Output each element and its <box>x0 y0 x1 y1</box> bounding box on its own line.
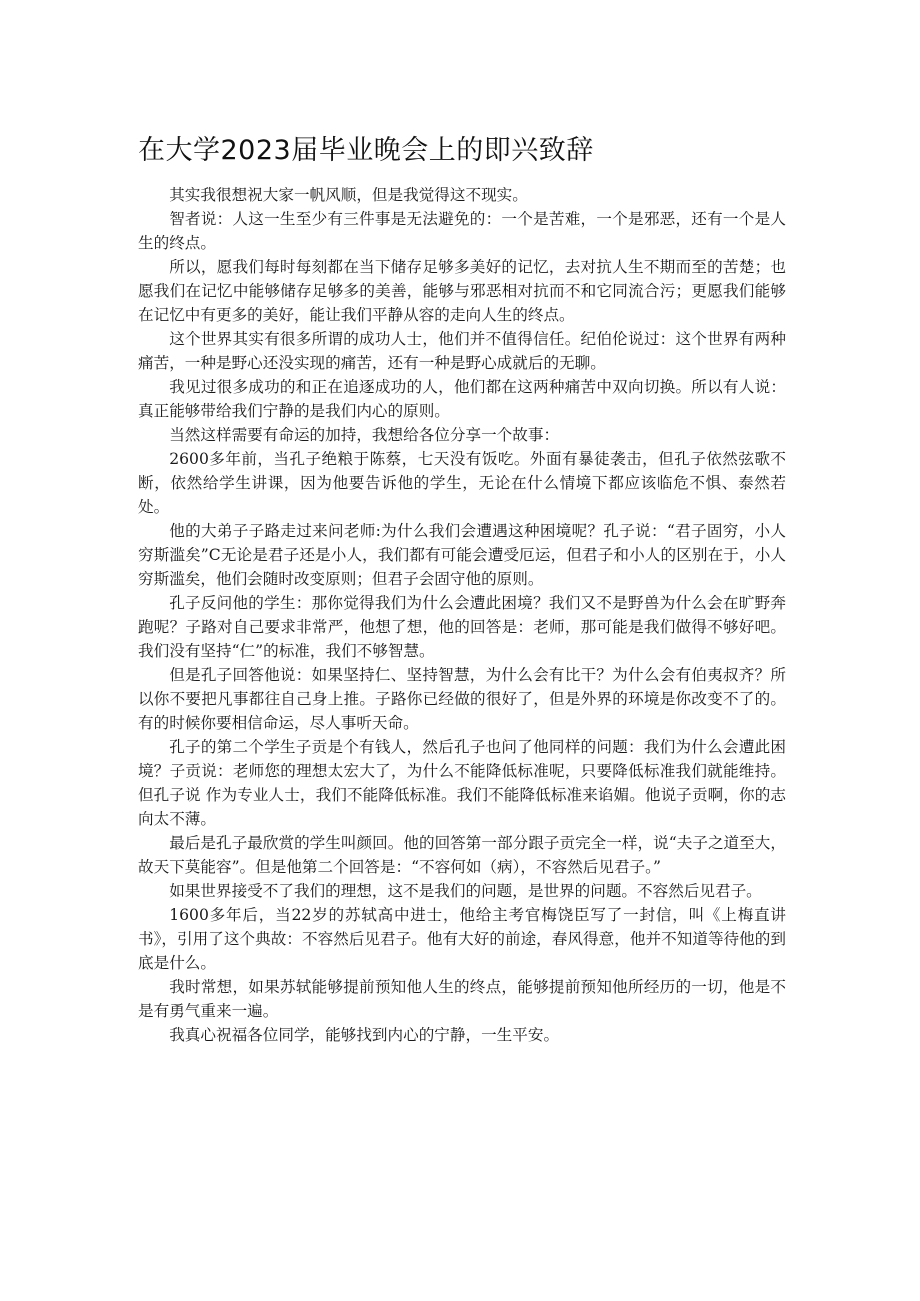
paragraph: 智者说：人这一生至少有三件事是无法避免的：一个是苦难，一个是邪恶，还有一个是人生的终点。 <box>138 210 786 252</box>
paragraph: 但是孔子回答他说：如果坚持仁、坚持智慧，为什么会有比干？为什么会有伯夷叔齐？所以你不要把凡事都往自己身上推。子路你已经做的很好了，但是外界的环境是你改变不了的。有的时候你要相信命运，尽人事听天命。 <box>138 666 786 732</box>
paragraph: 所以，愿我们每时每刻都在当下储存足够多美好的记忆，去对抗人生不期而至的苦楚；也愿我们在记忆中能够储存足够多的美善，能够与邪恶相对抗而不和它同流合污；更愿我们能够在记忆中有更多的美好，能让我们平静从容的走向人生的终点。 <box>138 258 786 324</box>
paragraph: 我时常想，如果苏轼能够提前预知他人生的终点，能够提前预知他所经历的一切，他是不是有勇气重来一遍。 <box>138 978 786 1020</box>
paragraph: 孔子反问他的学生：那你觉得我们为什么会遭此困境？我们又不是野兽为什么会在旷野奔跑呢？子路对自己要求非常严，他想了想，他的回答是：老师，那可能是我们做得不够好吧。我们没有坚持“仁”的标准，我们不够智慧。 <box>138 594 786 660</box>
paragraph: 我真心祝福各位同学，能够找到内心的宁静，一生平安。 <box>169 1026 560 1044</box>
paragraph: 最后是孔子最欣赏的学生叫颜回。他的回答第一部分跟子贡完全一样，说“夫子之道至大，故天下莫能容”。但是他第二个回答是：“不容何如（病），不容然后见君子。” <box>138 834 786 876</box>
paragraph: 当然这样需要有命运的加持，我想给各位分享一个故事： <box>169 426 560 444</box>
paragraph: 他的大弟子子路走过来问老师:为什么我们会遭遇这种困境呢？孔子说：“君子固穷，小人穷斯滥矣”C无论是君子还是小人，我们都有可能会遭受厄运，但君子和小人的区别在于，小人穷斯滥矣，他们会随时改变原则；但君子会固守他的原则。 <box>138 522 786 588</box>
paragraph: 这个世界其实有很多所谓的成功人士，他们并不值得信任。纪伯伦说过：这个世界有两种痛苦，一种是野心还没实现的痛苦，还有一种是野心成就后的无聊。 <box>138 330 786 372</box>
paragraph: 如果世界接受不了我们的理想，这不是我们的问题，是世界的问题。不容然后见君子。 <box>169 882 762 900</box>
paragraph: 1600多年后，当22岁的苏轼高中进士，他给主考官梅饶臣写了一封信，叫《上梅直讲书》，引用了这个典故：不容然后见君子。他有大好的前途，春风得意，他并不知道等待他的到底是什么。 <box>138 906 786 972</box>
paragraph: 其实我很想祝大家一帆风顺，但是我觉得这不现实。 <box>169 186 528 204</box>
paragraph: 孔子的第二个学生子贡是个有钱人，然后孔子也问了他同样的问题：我们为什么会遭此困境？子贡说：老师您的理想太宏大了，为什么不能降低标准呢，只要降低标准我们就能维持。但孔子说 作为专业人士，我们不能降低标准。我们不能降低标准来谄媚。他说子贡啊，你的志向太不薄。 <box>138 738 786 828</box>
document-body <box>138 183 786 1047</box>
paragraph: 2600多年前，当孔子绝粮于陈蔡，七天没有饭吃。外面有暴徒袭击，但孔子依然弦歌不断，依然给学生讲课，因为他要告诉他的学生，无论在什么情境下都应该临危不惧、泰然若处。 <box>138 450 786 516</box>
paragraph: 我见过很多成功的和正在追逐成功的人，他们都在这两种痛苦中双向切换。所以有人说：真正能够带给我们宁静的是我们内心的原则。 <box>138 378 786 420</box>
page-title: 在大学2023届毕业晚会上的即兴致辞 <box>138 135 594 166</box>
